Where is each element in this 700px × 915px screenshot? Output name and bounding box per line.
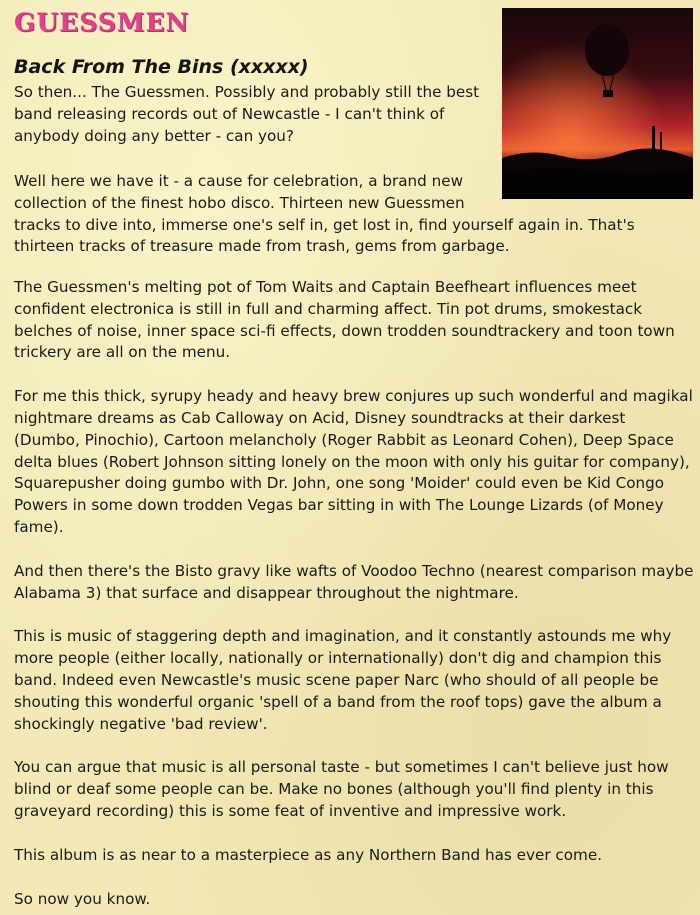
paragraph-outro: So now you know. <box>14 889 151 908</box>
paragraph-heavy-brew: For me this thick, syrupy heady and heavy brew conjures up such wonderful and magikal nightmare dreams as Cab Calloway on Acid, Disney soundtracks at their darkest (Dumbo, Pinochio), Cartoon melancholy (Roger Rabbit as Leonard Cohen), Deep Space delta blues (Robert Johnson sitting lonely on the moon with only his guitar for company), Squarepusher doing gumbo with Dr. John, one song 'Moider' could even be Kid Congo Powers in some down trodden Vegas bar sitting in with The Lounge Lizards (of Money fame). <box>14 387 693 536</box>
paragraph-intro: So then... The Guessmen. Possibly and probably still the best band releasing records out of Newcastle - I can't think of anybody doing any better - can you? <box>14 83 480 145</box>
paragraph-taste: You can argue that music is all personal taste - but sometimes I can't believe just how blind or deaf some people can be. Make no bones (although you'll find plenty in this graveyard recording) this is some feat of inventive and impressive work. <box>14 758 669 820</box>
paragraph-celebration-end: tracks to dive into, immerse one's self in, get lost in, find yourself again in. That's thirteen tracks of treasure made from trash, gems from garbage. <box>14 215 635 256</box>
paragraph-bisto: And then there's the Bisto gravy like wafts of Voodoo Techno (nearest comparison maybe Alabama 3) that surface and disappear throughout the nightmare. <box>14 561 694 602</box>
review-title: Back From The Bins (xxxxx) <box>14 56 309 78</box>
paragraph-celebration-start: Well here we have it - a cause for celebration, a brand new collection of the finest hobo disco. Thirteen new Guessmen <box>14 172 465 212</box>
paragraph-celebration <box>14 171 694 258</box>
paragraph-depth: This is music of staggering depth and imagination, and it constantly astounds me why more people (either locally, nationally or internationally) don't dig and champion this band. Indeed even Newcastle's music scene paper Narc (who should of all people be shouting this wonderful organic 'spell of a band from the roof tops) gave the album a shockingly negative 'bad review'. <box>14 627 672 733</box>
review-body <box>14 277 694 915</box>
balloon-shape <box>585 24 629 76</box>
paragraph-melting-pot: The Guessmen's melting pot of Tom Waits and Captain Beefheart influences meet confident electronica is still in full and charming affect. Tin pot drums, smokestack belches of noise, inner space sci-fi effects, down trodden soundtrackery and toon town trickery are all on the menu. <box>14 278 675 362</box>
band-name: GUESSMEN <box>14 8 190 37</box>
paragraph-masterpiece: This album is as near to a masterpiece as any Northern Band has ever come. <box>14 845 603 864</box>
